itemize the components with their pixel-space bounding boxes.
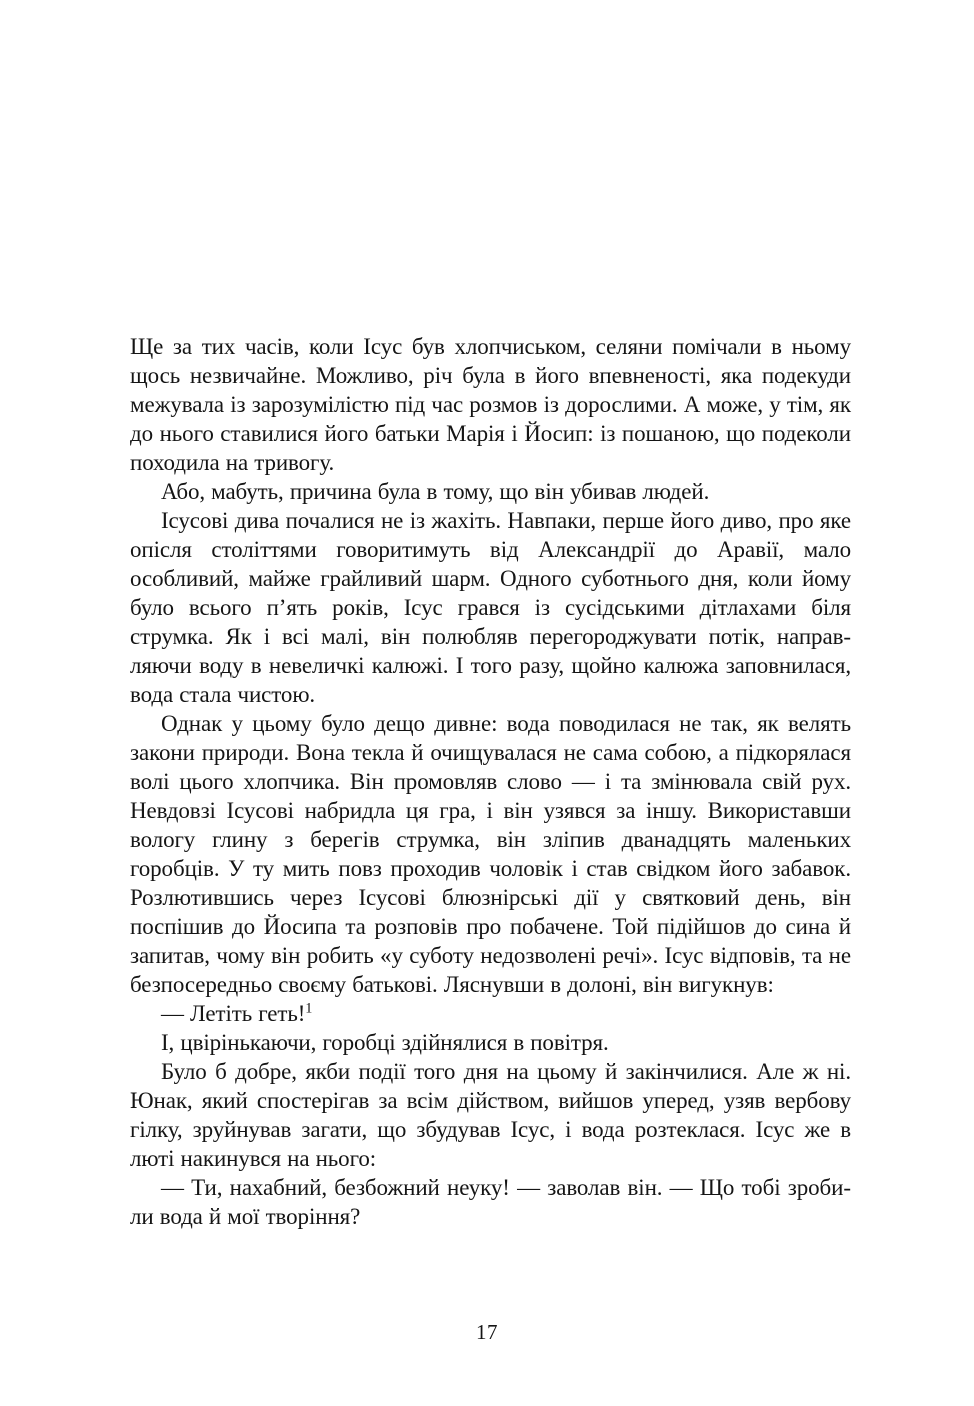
paragraph: І, цвірінькаючи, горобці здійнялися в повітря. — [161, 1030, 609, 1055]
paragraph: Однак у цьому було дещо дивне: вода поводилася не так, як велять закони природи. Вона текла й очищувалася не сама собою, а підкорялася волі цього хлопчика. Він промовляв слово — і та змінювала свій рух. Невдовзі Ісусові набридла ця гра, і він узявся за іншу. Використавши вологу глину з берегів струмка, він зліпив дванадцять маленьких горобців. У ту мить повз проходив чоловік і став свідком його забавок. Розлютившись через Ісусові блюзнірські дії у святковий день, він поспішив до Йосипа та розповів про побачене. Той підійшов до сина й запитав, чому він робить «у суботу недозволені речі». Ісус відповів, та не безпосередньо своєму батькові. Ляснувши в долоні, він вигукнув: — [130, 711, 851, 997]
paragraph: — Летіть геть!$^1$ — [161, 1000, 313, 1026]
paragraph: Або, мабуть, причина була в тому, що він убивав людей. — [161, 479, 710, 504]
footnote-marker: 1 — [305, 1000, 313, 1017]
page-number: 17 — [476, 1320, 498, 1344]
body-text — [130, 332, 851, 1231]
paragraph: Ще за тих часів, коли Ісус був хлопчиськом, селяни помічали в ньому щось незвичайне. Можливо, річ була в його впевненості, яка подекуди межувала із зарозумілістю під час розмов із дорослими. А може, у тім, як до нього ставилися його батьки Марія і Йосип: із пошаною, що подеколи походила на тривогу. — [130, 334, 851, 475]
paragraph: — Ти, нахабний, безбожний неуку! — заволав він. — Що тобі зробили вода й мої творіння? — [130, 1175, 851, 1229]
paragraph: Було б добре, якби події того дня на цьому й закінчилися. Але ж ні. Юнак, який спостерігав за всім дійством, вийшов уперед, узяв вербову гілку, зруйнував загати, що збудував Ісус, і вода розтеклася. Ісус же в люті накинувся на нього: — [130, 1059, 851, 1171]
paragraph: Ісусові дива почалися не із жахіть. Навпаки, перше його диво, про яке опісля століттями говоритимуть від Александрії до Аравії, мало особливий, майже грайливий шарм. Одного суботнього дня, коли йому було всього п’ять років, Ісус грався із сусідськими дітлахами біля струмка. Як і всі малі, він полюбляв перегороджувати потік, направляючи воду в невеличкі калюжі. І того разу, щойно калюжа заповнилася, вода стала чистою. — [130, 508, 851, 707]
